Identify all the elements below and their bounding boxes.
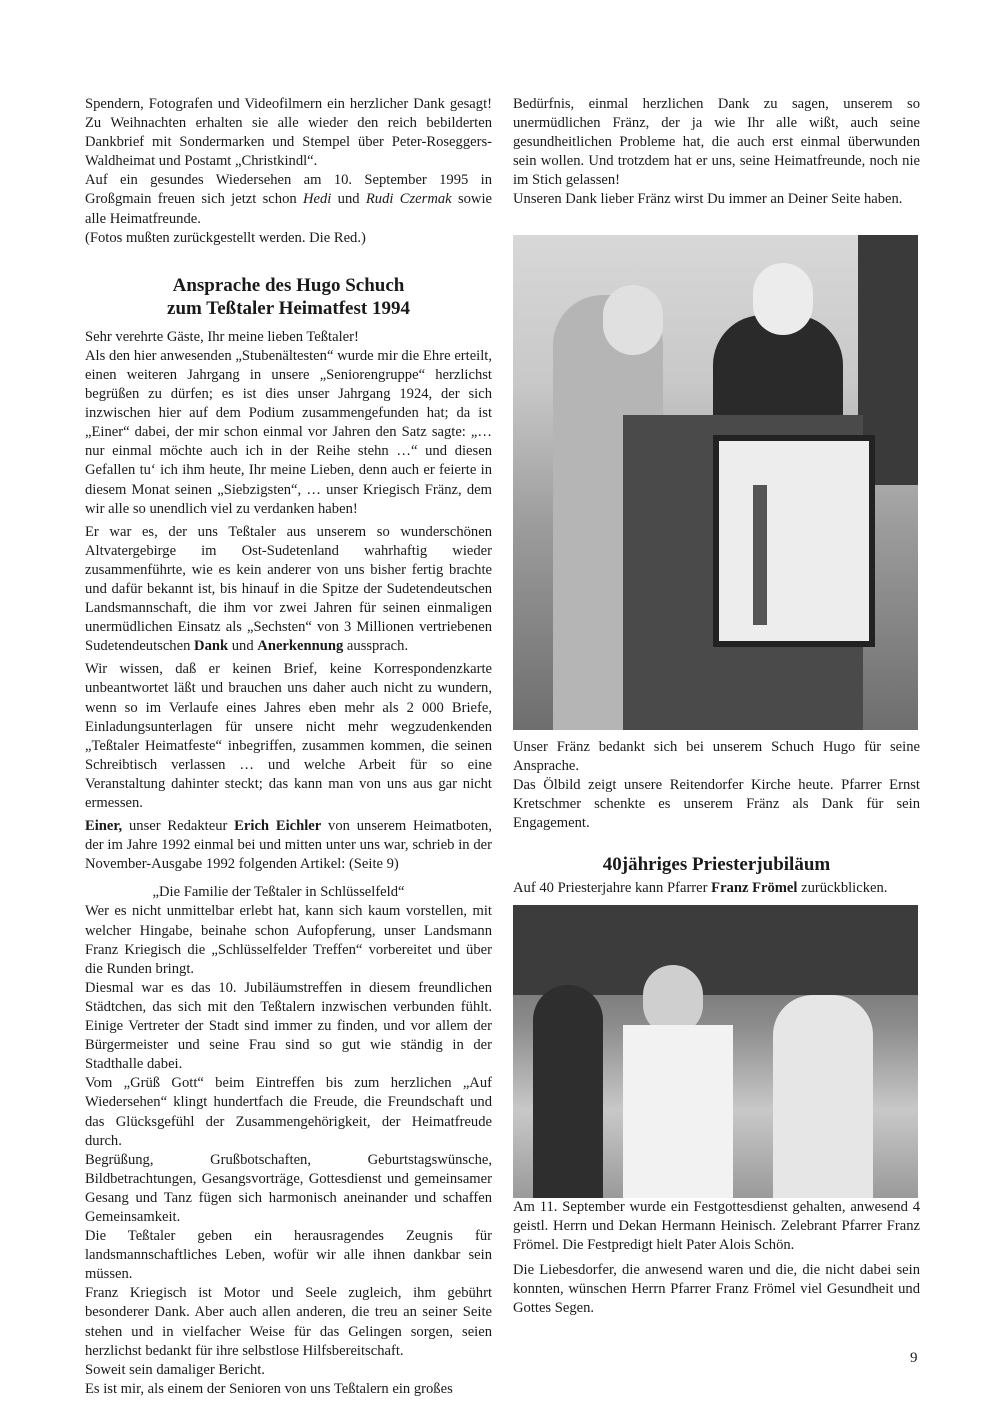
paragraph <box>85 1151 492 1227</box>
paragraph <box>85 171 492 228</box>
text-run: Auf 40 Priesterjahre kann Pfarrer <box>513 880 712 897</box>
bold-text: Einer, <box>85 818 123 835</box>
text-run: Wir wissen, daß er keinen Brief, keine Korrespondenzkarte unbeantwortet läßt und brauchen uns daher auch nicht zu wundern, wenn so im Verlaufe eines Jahres eben mehr als 2 000 Briefe, Einladungsunterlagen für unsere nicht mehr wegzudenkenden „Teßtaler Heimatfeste“ inbegriffen, zusammen kommen, die seinen Schreibtisch verlassen … und welche Arbeit für so eine Veranstaltung dahinter steckt; das kann man von uns aus gar nicht ermessen. <box>85 661 492 811</box>
photo-priest-jubilee <box>513 905 918 1198</box>
paragraph <box>85 1227 492 1284</box>
paragraph <box>513 776 920 833</box>
text-run: und <box>228 638 258 655</box>
paragraph <box>85 1380 492 1399</box>
caption-text <box>513 738 920 833</box>
paragraph <box>85 523 492 657</box>
speech-text <box>85 328 492 875</box>
paragraph <box>85 979 492 1074</box>
text-run: zurückblicken. <box>797 880 888 897</box>
text-run: Bedürfnis, einmal herzlichen Dank zu sagen, unserem so unermüdlichen Fränz, der ja wie Ihr alle wißt, auch seine gesundheitlichen Probleme hat, die auch erst einmal überwunden sein wollen. Und trotzdem hat er uns, seine Heimatfreunde, noch nie im Stich gelassen! <box>513 96 920 189</box>
paragraph <box>513 738 920 776</box>
paragraph <box>513 1198 920 1255</box>
paragraph <box>85 817 492 874</box>
text-run: Unseren Dank lieber Fränz wirst Du immer an Deiner Seite haben. <box>513 191 903 208</box>
intro-text <box>85 95 492 248</box>
text-run: Franz Kriegisch ist Motor und Seele zugleich, ihm gebührt besonderer Dank. Aber auch allen anderen, die treu an seiner Seite stehen und in vielfacher Weise für das Gelingen sorgen, seien herzlichst bedankt für ihre selbstlose Hilfsbereitschaft. <box>85 1285 492 1359</box>
text-run: Er war es, der uns Teßtaler aus unserem so wunderschönen Altvatergebirge im Ost-Sudetenland wahrhaftig wieder zusammenführte, wie es kein anderer von uns bisher fertig brachte und dafür bekannt ist, bis hinauf in die Spitze der Sudetendeutschen Landsmannschaft, die ihm vor zwei Jahren für seinen einmaligen unermüdlichen Einsatz als „Sechsten“ von 3 Millionen vertriebenen Sudetendeutschen <box>85 523 492 655</box>
paragraph <box>85 660 492 813</box>
text-run: Das Ölbild zeigt unsere Reitendorfer Kirche heute. Pfarrer Ernst Kretschmer schenkte es unserem Fränz als Dank für sein Engagement. <box>513 777 920 832</box>
text-run: Es ist mir, als einem der Senioren von uns Teßtalern ein großes <box>85 1380 453 1397</box>
paragraph <box>85 902 492 978</box>
paragraph <box>513 190 920 209</box>
text-run: Am 11. September wurde ein Festgottesdienst gehalten, anwesend 4 geistl. Herrn und Dekan Hermann Heinisch. Zelebrant Pfarrer Franz Frömel. Die Festpredigt hielt Pater Alois Schön. <box>513 1199 920 1254</box>
paragraph <box>85 328 492 347</box>
bold-text: Franz Frömel <box>711 880 798 897</box>
text-run: Auf ein gesundes Wiedersehen am 10. September 1995 in Großgmain freuen sich jetzt schon <box>85 172 492 208</box>
paragraph <box>85 95 492 171</box>
article-heading <box>85 274 492 320</box>
text-run: Die Liebesdorfer, die anwesend waren und die, die nicht dabei sein konnten, wünschen Herrn Pfarrer Franz Frömel viel Gesundheit und Gottes Segen. <box>513 1262 920 1317</box>
text-run: sowie alle Heimatfreunde. <box>85 191 492 227</box>
quoted-article-text <box>85 902 492 1398</box>
text-run: Spendern, Fotografen und Videofilmern ein herzlicher Dank gesagt! Zu Weihnachten erhalten sie alle wieder den reich bebilderten Dankbrief mit Sondermarken und Stempel über Peter-Roseggers-Waldheimat und Postamt „Christkindl“. <box>85 96 492 170</box>
quoted-article-title: „Die Familie der Teßtaler in Schlüsselfeld“ <box>152 884 405 901</box>
bold-text: Dank <box>194 638 229 655</box>
text-run: Begrüßung, Grußbotschaften, Geburtstagswünsche, Bildbetrachtungen, Gesangsvorträge, Gottesdienst und gemeinsamer Gesang und Tanz fügen sich harmonisch aneinander und schaffen Gemeinsamkeit. <box>85 1151 492 1225</box>
text-run: Unser Fränz bedankt sich bei unserem Schuch Hugo für seine Ansprache. <box>513 739 920 775</box>
left-column <box>85 95 492 1399</box>
text-run: Sehr verehrte Gäste, Ihr meine lieben Teßtaler! <box>85 328 359 345</box>
text-run: Soweit sein damaliger Bericht. <box>85 1361 265 1378</box>
photo1-caption <box>513 738 920 899</box>
paragraph <box>513 879 920 898</box>
paragraph <box>85 229 492 248</box>
bold-text: Erich Eichler <box>234 818 322 835</box>
caption2-text <box>513 1198 920 1255</box>
text-run: Die Teßtaler geben ein herausragendes Zeugnis für landsmannschaftliches Leben, wofür wir alle ihnen dankbar sein müssen. <box>85 1228 492 1283</box>
text-run: Als den hier anwesenden „Stubenältesten“ wurde mir die Ehre erteilt, einen weiteren Jahrgang in unsere „Seniorengruppe“ herzlichst begrüßen zu dürfen; es ist dies unser Jahrgang 1924, der sich inzwischen hier auf dem Podium zusammengefunden hat; da ist „Einer“ dabei, der mir schon einmal vor Jahren den Satz sagte: „… nur einmal möchte auch ich in der Reihe stehn …“ und diesen Gefallen tu‘ ich ihm heute, Ihr meine Lieben, denn auch er feierte in diesem Monat seinen „Siebzigsten“, … unser Kriegisch Fränz, dem wir alle so unendlich viel zu verdanken haben! <box>85 347 492 517</box>
italic-text: Rudi Czermak <box>365 191 452 208</box>
text-run: aussprach. <box>343 638 409 655</box>
italic-text: Hedi <box>302 191 332 208</box>
paragraph <box>85 1361 492 1380</box>
paragraph <box>85 347 492 519</box>
bold-text: Anerkennung <box>257 638 344 655</box>
text-run: (Fotos mußten zurückgestellt werden. Die Red.) <box>85 229 366 246</box>
paragraph <box>85 1074 492 1150</box>
jubilee-intro <box>513 879 920 898</box>
text-run: Diesmal war es das 10. Jubiläumstreffen in diesem freundlichen Städtchen, das sich mit den Teßtalern inzwischen verbunden fühlt. Einige Vertreter der Stadt sind immer zu finden, und vor allem der Bürgermeister und seine Frau sind so gut wie ständig in der Stadthalle dabei. <box>85 979 492 1073</box>
heading-line-1: Ansprache des Hugo Schuch <box>172 274 405 296</box>
photo-speech-podium <box>513 235 918 730</box>
text-run: Wer es nicht unmittelbar erlebt hat, kann sich kaum vorstellen, mit welcher Hingabe, beinahe schon Aufopferung, unser Landsmann Franz Kriegisch die „Schlüsselfelder Treffen“ vorbereitet und über die Runden bringt. <box>85 903 492 977</box>
paragraph <box>513 95 920 190</box>
text-run: Vom „Grüß Gott“ beim Eintreffen bis zum herzlichen „Auf Wiedersehen“ klingt hundertfach die Freude, die Freundschaft und das Glücksgefühl der Zusammengehörigkeit, der Heimatfreude durch. <box>85 1075 492 1149</box>
text-run: und <box>331 191 366 208</box>
paragraph <box>513 1261 920 1318</box>
right-intro-text <box>513 95 920 210</box>
jubilee-heading: 40jähriges Priesterjubiläum <box>602 854 831 876</box>
paragraph <box>85 1284 492 1360</box>
closing-text <box>513 1261 920 1318</box>
text-run: von unserem Heimatboten, der im Jahre 1992 einmal bei und mitten unter uns war, schrieb in der November-Ausgabe 1992 folgenden Artikel: (Seite 9) <box>85 818 492 873</box>
page-number: 9 <box>910 1350 918 1366</box>
heading-line-2: zum Teßtaler Heimatfest 1994 <box>167 297 410 319</box>
text-run: unser Redakteur <box>122 818 235 835</box>
photo2-caption <box>513 1198 920 1319</box>
right-column <box>513 95 920 210</box>
